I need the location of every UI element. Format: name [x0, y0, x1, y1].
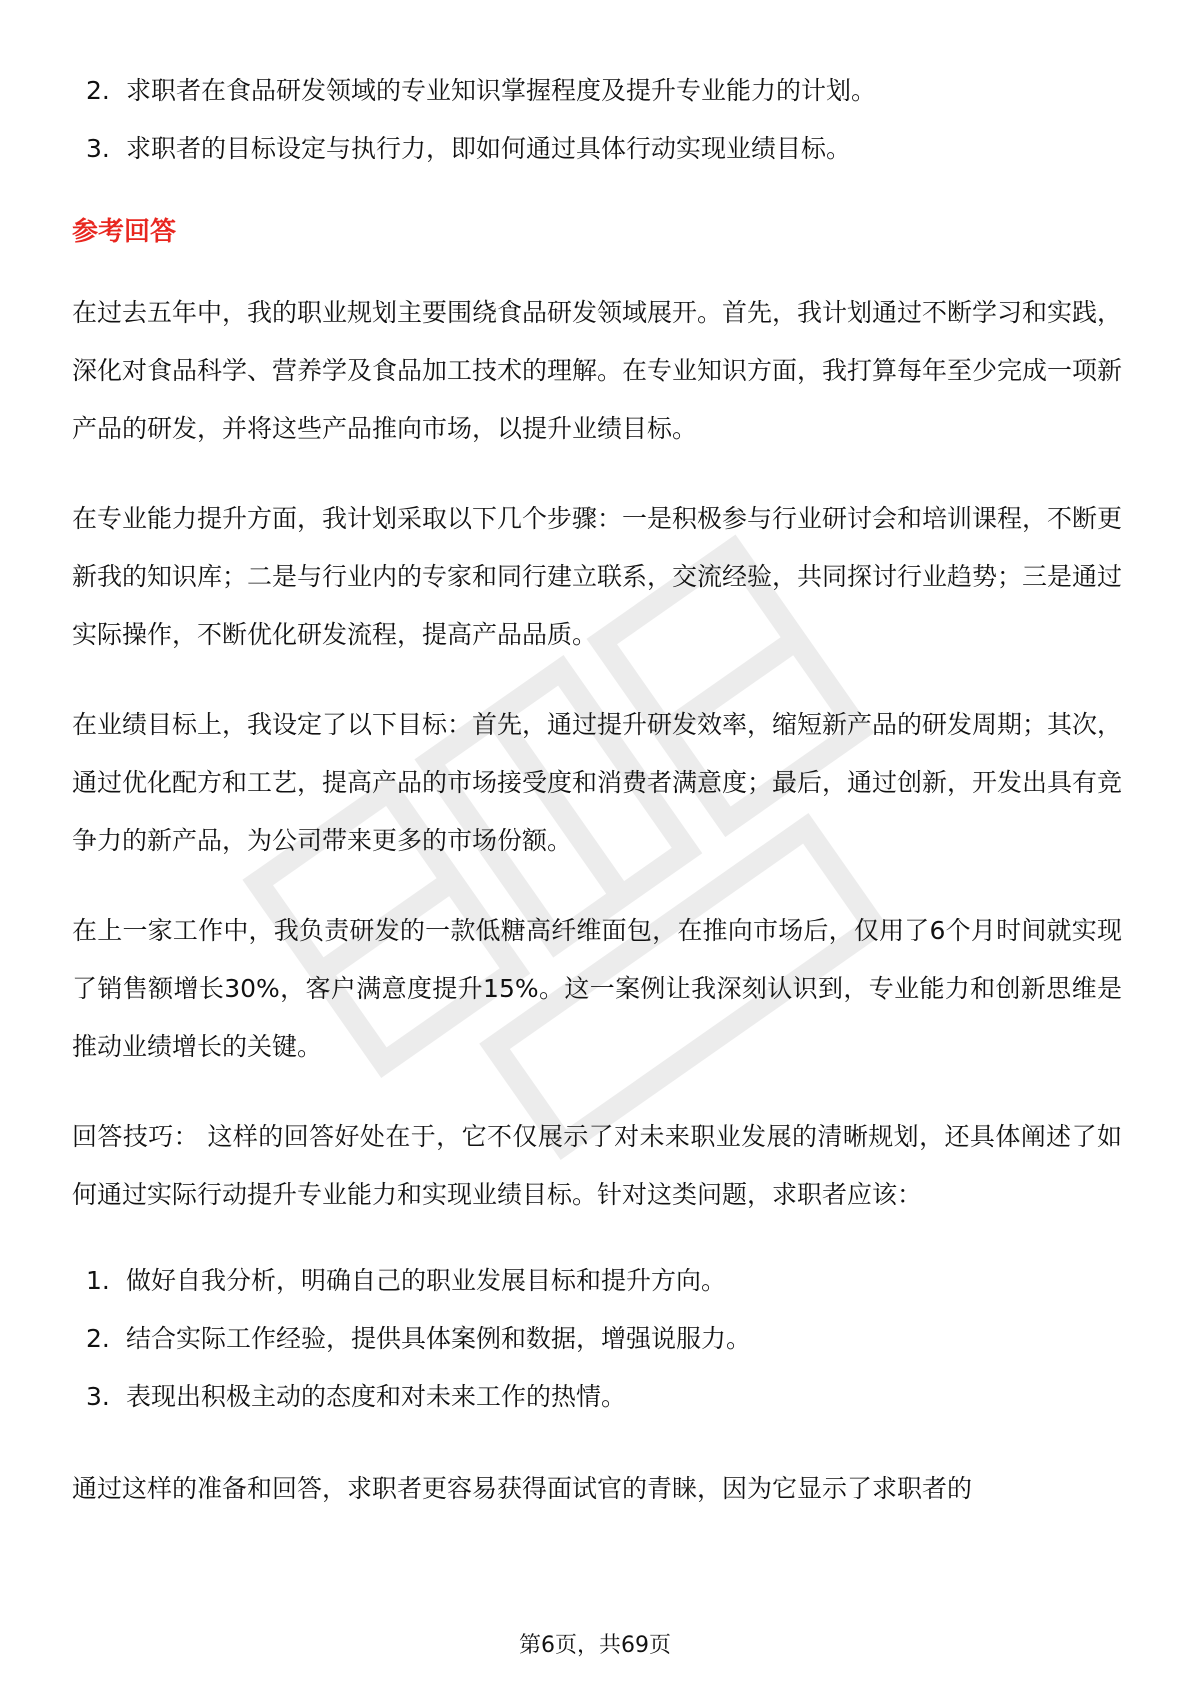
- paragraph: 在上一家工作中，我负责研发的一款低糖高纤维面包，在推向市场后，仅用了6个月时间就实现了销售额增长30%，客户满意度提升15%。这一案例让我深刻认识到，专业能力和创新思维是推动业绩增长的关键。: [72, 916, 1122, 1061]
- paragraph: 在过去五年中，我的职业规划主要围绕食品研发领域展开。首先，我计划通过不断学习和实践，深化对食品科学、营养学及食品加工技术的理解。在专业知识方面，我打算每年至少完成一项新产品的研发，并将这些产品推向市场，以提升业绩目标。: [72, 298, 1123, 443]
- page-footer: 第6页，共69页: [519, 1633, 671, 1658]
- list-number: 3.: [86, 1382, 110, 1411]
- tips-list: [72, 1252, 1122, 1426]
- list-text: 求职者的目标设定与执行力，即如何通过具体行动实现业绩目标。: [126, 134, 852, 163]
- list-text: 结合实际工作经验，提供具体案例和数据，增强说服力。: [126, 1324, 752, 1353]
- list-number: 1.: [86, 1266, 110, 1295]
- list-item: [72, 1368, 1122, 1426]
- list-item: [72, 62, 1122, 120]
- section-title: 参考回答: [72, 217, 177, 247]
- list-item: [72, 1310, 1122, 1368]
- paragraph: 通过这样的准备和回答，求职者更容易获得面试官的青睐，因为它显示了求职者的: [72, 1474, 973, 1503]
- answer-tips-paragraph: 回答技巧： 这样的回答好处在于，它不仅展示了对未来职业发展的清晰规划，还具体阐述了如何通过实际行动提升专业能力和实现业绩目标。针对这类问题，求职者应该：: [72, 1122, 1122, 1209]
- list-item: [72, 1252, 1122, 1310]
- list-number: 2.: [86, 1324, 110, 1353]
- list-text: 表现出积极主动的态度和对未来工作的热情。: [126, 1382, 627, 1411]
- page-content: [72, 62, 1122, 1550]
- list-item: [72, 120, 1122, 178]
- paragraph: 在业绩目标上，我设定了以下目标：首先，通过提升研发效率，缩短新产品的研发周期；其次，通过优化配方和工艺，提高产品的市场接受度和消费者满意度；最后，通过创新，开发出具有竞争力的新产品，为公司带来更多的市场份额。: [72, 710, 1123, 855]
- list-text: 做好自我分析，明确自己的职业发展目标和提升方向。: [126, 1266, 727, 1295]
- list-text: 求职者在食品研发领域的专业知识掌握程度及提升专业能力的计划。: [126, 76, 877, 105]
- list-number: 2.: [86, 76, 110, 105]
- intro-list: [72, 62, 1122, 178]
- list-number: 3.: [86, 134, 110, 163]
- paragraph: 在专业能力提升方面，我计划采取以下几个步骤：一是积极参与行业研讨会和培训课程，不断更新我的知识库；二是与行业内的专家和同行建立联系，交流经验，共同探讨行业趋势；三是通过实际操作，不断优化研发流程，提高产品品质。: [72, 504, 1123, 649]
